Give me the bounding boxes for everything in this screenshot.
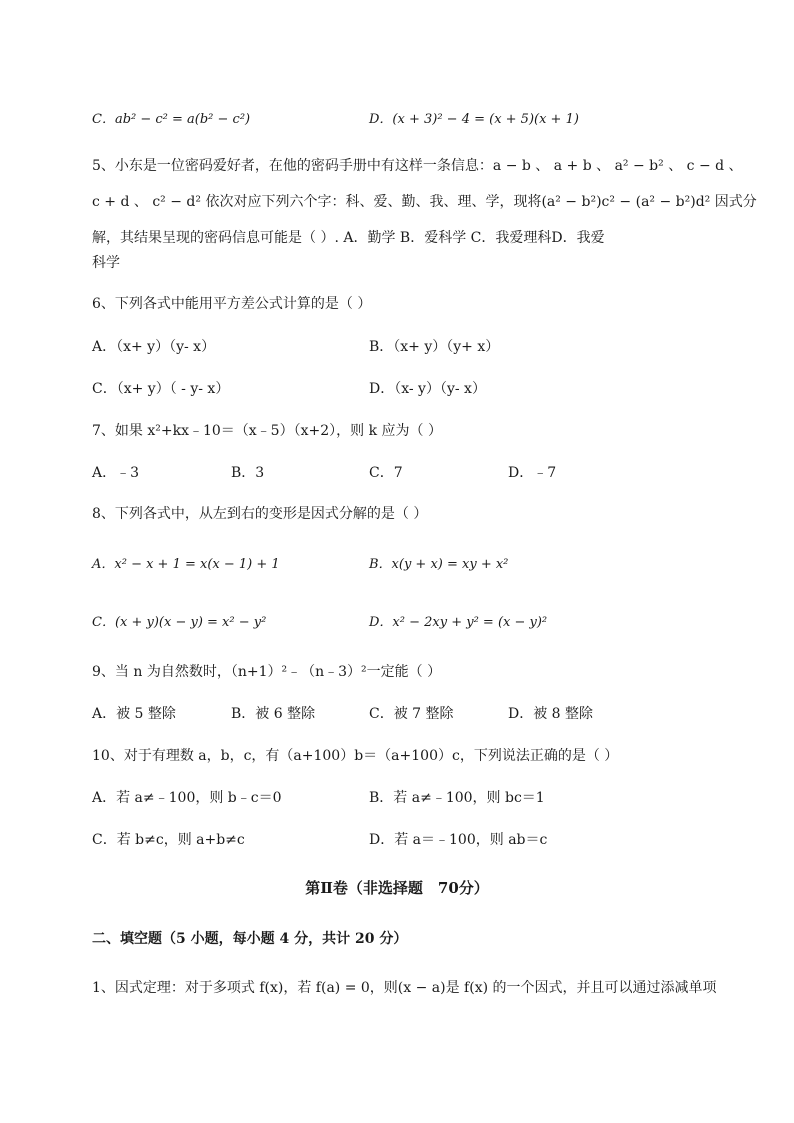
q10-option-b: B．若 a≠﹣100，则 bc＝1 bbox=[369, 790, 545, 806]
fill-q1-text: 1、因式定理：对于多项式 f(x)，若 f(a) = 0，则(x − a)是 f(x) 的一个因式，并且可以通过添减单项 bbox=[92, 980, 717, 996]
q7-stem: 7、如果 x²+kx﹣10＝（x﹣5）（x+2），则 k 应为（ ） bbox=[92, 423, 442, 439]
q4-option-d: D．(x + 3)² − 4 = (x + 5)(x + 1) bbox=[369, 112, 579, 127]
q6-option-a: A．（x+ y）（y- x） bbox=[92, 339, 216, 355]
q5-line-2: c + d 、 c² − d² 依次对应下列六个字：科、爱、勤、我、理、学，现将(a² − b²)c² − (a² − b²)d² 因式分 bbox=[92, 194, 757, 210]
q5-line-4: 科学 bbox=[92, 255, 120, 271]
q7-option-d: D．﹣7 bbox=[508, 465, 557, 481]
q10-option-c: C．若 b≠c，则 a+b≠c bbox=[92, 832, 245, 848]
q6-option-b: B．（x+ y）（y+ x） bbox=[369, 339, 500, 355]
q7-option-a: A．﹣3 bbox=[92, 465, 140, 481]
q6-stem: 6、下列各式中能用平方差公式计算的是（ ） bbox=[92, 296, 372, 312]
q8-option-a: A．x² − x + 1 = x(x − 1) + 1 bbox=[92, 557, 280, 572]
q6-option-d: D．（x- y）（y- x） bbox=[369, 381, 486, 397]
q10-option-d: D．若 a＝﹣100，则 ab＝c bbox=[369, 832, 548, 848]
q10-stem: 10、对于有理数 a，b，c，有（a+100）b＝（a+100）c，下列说法正确的是（ ） bbox=[92, 748, 619, 764]
q9-option-d: D．被 8 整除 bbox=[508, 706, 594, 722]
part-title: 二、填空题（5 小题，每小题 4 分，共计 20 分） bbox=[92, 931, 408, 947]
q5-line-3: 解，其结果呈现的密码信息可能是（ ）. A．勤学 B．爱科学 C．我爱理科D．我爱 bbox=[92, 230, 605, 246]
q9-option-a: A．被 5 整除 bbox=[92, 706, 176, 722]
q6-option-c: C．（x+ y）（ - y- x） bbox=[92, 381, 230, 397]
q9-stem: 9、当 n 为自然数时，（n+1）²﹣（n﹣3）²一定能（ ） bbox=[92, 664, 442, 680]
q7-option-b: B．3 bbox=[231, 465, 265, 481]
q10-option-a: A．若 a≠﹣100，则 b﹣c＝0 bbox=[92, 790, 282, 806]
q8-option-b: B．x(y + x) = xy + x² bbox=[369, 557, 509, 572]
q8-option-d: D．x² − 2xy + y² = (x − y)² bbox=[369, 615, 548, 630]
section-title: 第Ⅱ卷（非选择题 70分） bbox=[305, 879, 489, 897]
q9-option-b: B．被 6 整除 bbox=[231, 706, 316, 722]
q5-line-1: 5、小东是一位密码爱好者，在他的密码手册中有这样一条信息：a − b 、 a + b 、 a² − b² 、 c − d 、 bbox=[92, 158, 743, 174]
q9-option-c: C．被 7 整除 bbox=[369, 706, 454, 722]
q8-stem: 8、下列各式中，从左到右的变形是因式分解的是（ ） bbox=[92, 506, 428, 522]
q7-option-c: C．7 bbox=[369, 465, 403, 481]
q4-option-c: C．ab² − c² = a(b² − c²) bbox=[92, 112, 251, 127]
q8-option-c: C．(x + y)(x − y) = x² − y² bbox=[92, 615, 267, 630]
